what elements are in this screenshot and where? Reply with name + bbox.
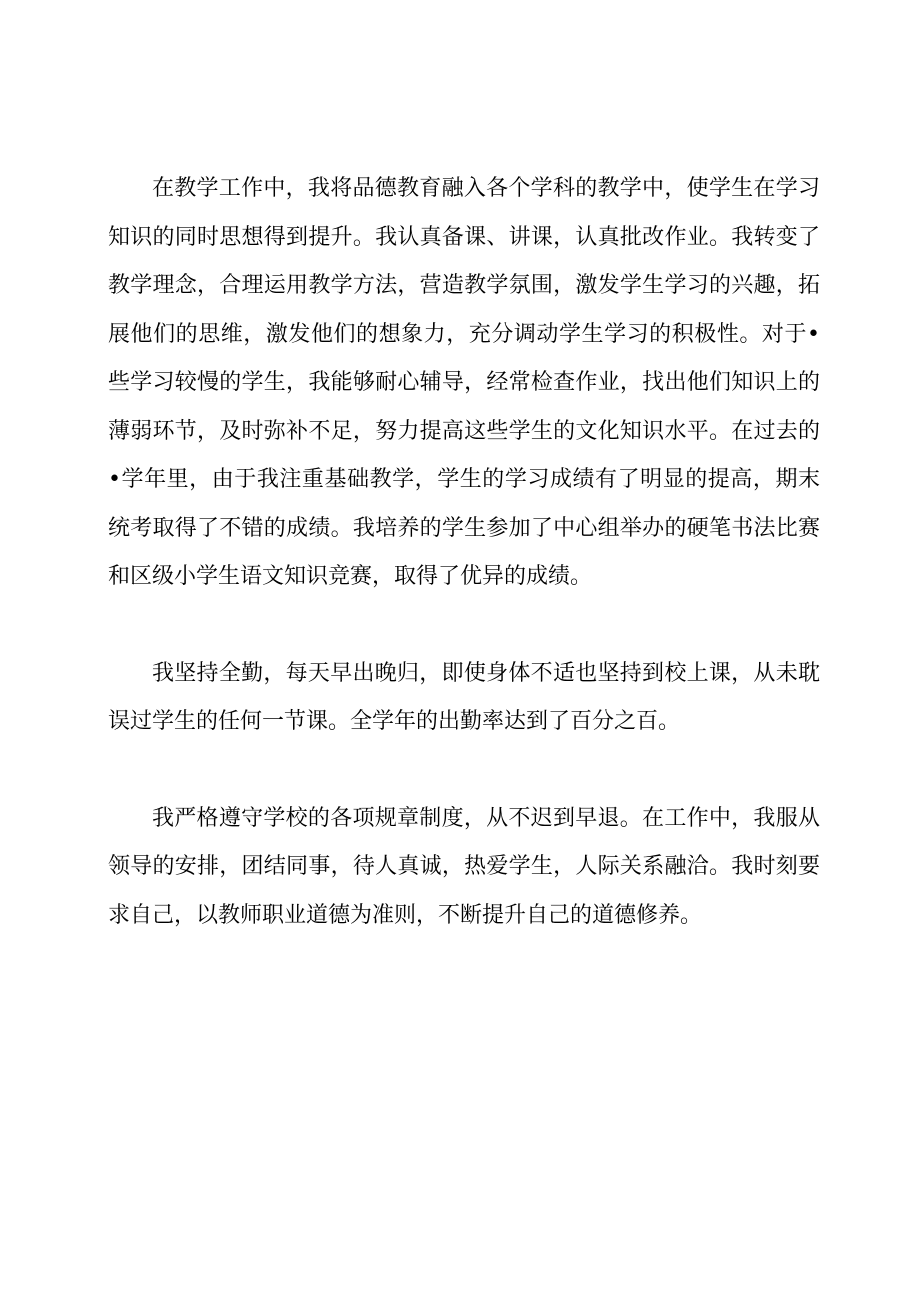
document-body — [108, 165, 820, 940]
paragraph-discipline: 我严格遵守学校的各项规章制度，从不迟到早退。在工作中，我服从领导的安排，团结同事，待人真诚，热爱学生，人际关系融洽。我时刻要求自己，以教师职业道德为准则，不断提升自己的道德修养。 — [108, 805, 820, 928]
paragraph-teaching-work: 在教学工作中，我将品德教育融入各个学科的教学中，使学生在学习知识的同时思想得到提升。我认真备课、讲课，认真批改作业。我转变了教学理念，合理运用教学方法，营造教学氛围，激发学生学习的兴趣，拓展他们的思维，激发他们的想象力，充分调动学生学习的积极性。对于•些学习较慢的学生，我能够耐心辅导，经常检查作业，找出他们知识上的薄弱环节，及时弥补不足，努力提高这些学生的文化知识水平。在过去的•学年里，由于我注重基础教学，学生的学习成绩有了明显的提高，期末统考取得了不错的成绩。我培养的学生参加了中心组举办的硬笔书法比赛和区级小学生语文知识竞赛，取得了优异的成绩。 — [108, 176, 820, 589]
paragraph-attendance: 我坚持全勤，每天早出晚归，即使身体不适也坚持到校上课，从未耽误过学生的任何一节课。全学年的出勤率达到了百分之百。 — [108, 660, 820, 734]
